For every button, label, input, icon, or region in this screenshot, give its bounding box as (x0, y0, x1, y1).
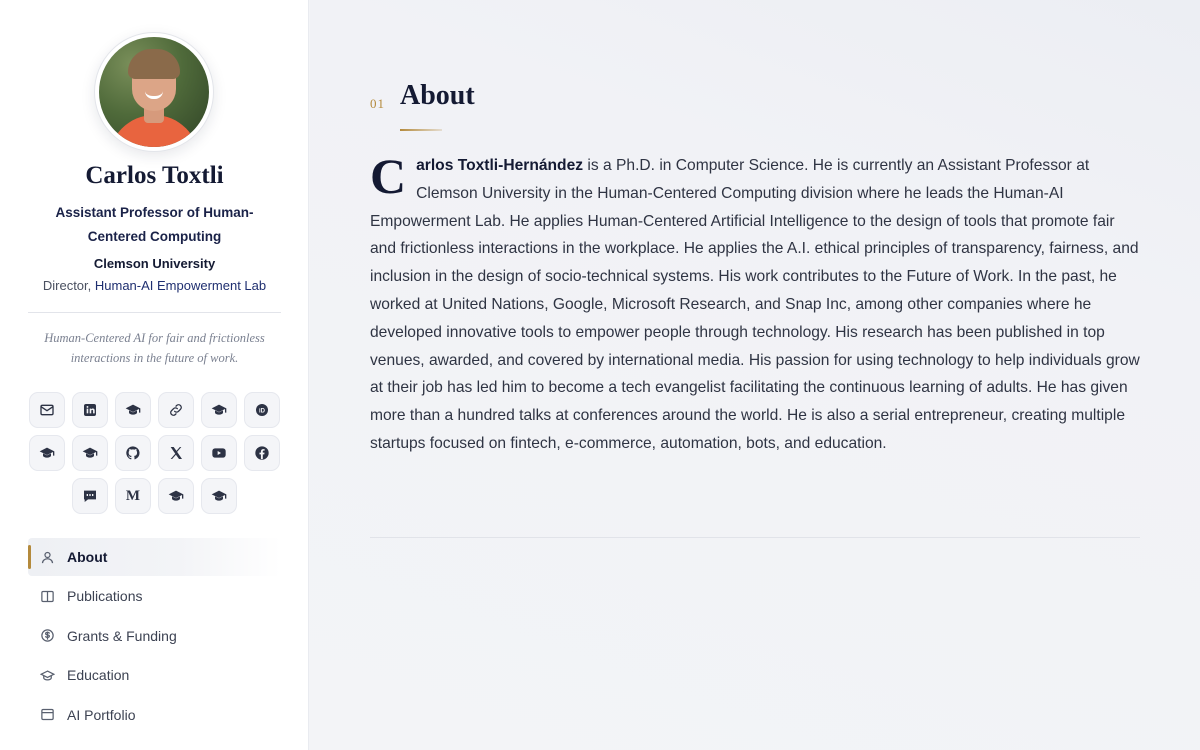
social-links (0, 392, 309, 521)
main-content (310, 0, 1200, 750)
drop-cap: C (370, 148, 407, 204)
section-title: About (400, 80, 475, 111)
sidebar-nav (28, 538, 281, 735)
graduation-cap-icon[interactable] (201, 478, 237, 514)
svg-text:iD: iD (259, 408, 265, 415)
nav-item-ai-portfolio[interactable] (28, 696, 281, 734)
nav-label: Publications (67, 588, 143, 605)
about-paragraph (370, 148, 1140, 458)
nav-item-education[interactable] (28, 656, 281, 694)
about-body: is a Ph.D. in Computer Science. He is currently an Assistant Professor at Clemson University in the Human-Centered Computing division where he leads the Human-AI Empowerment Lab. He applies Human-Centered Artificial Intelligence to the design of tools that promote fair and frictionless interactions in the workplace. He applies the A.I. ethical principles of transparency, fairness, and inclusion in the design of socio-technical systems. His work contributes to the Future of Work. In the past, he worked at United Nations, Google, Microsoft Research, and Snap Inc, among other companies where he developed innovative tools to empower people through technology. His research has been published in top venues, awarded, and covered by international media. His passion for using technology to help individuals grow at their job has led him to become a tech evangelist facilitating the continuous learning of adults. He has given more than a hundred talks at conferences around the world. He is also a serial entrepreneur, creating multiple startups focused on fintech, e-commerce, automation, bots, and education. (370, 157, 1140, 452)
graduation-cap-icon[interactable] (72, 435, 108, 471)
graduation-cap-icon[interactable] (158, 478, 194, 514)
nav-item-publications[interactable] (28, 577, 281, 615)
user-icon (40, 550, 55, 565)
facebook-icon[interactable] (244, 435, 280, 471)
profile-photo (99, 37, 209, 147)
graduation-cap-icon (40, 668, 55, 683)
youtube-icon[interactable] (201, 435, 237, 471)
section-divider (370, 537, 1140, 538)
email-icon[interactable] (29, 392, 65, 428)
about-name: arlos Toxtli-Hernández (416, 157, 584, 174)
x-icon[interactable] (158, 435, 194, 471)
profile-university: Clemson University (93, 256, 216, 271)
title-underline (400, 129, 442, 131)
medium-icon[interactable]: M (115, 478, 151, 514)
nav-item-about[interactable] (28, 538, 281, 576)
graduation-cap-icon[interactable] (115, 392, 151, 428)
profile-name: Carlos Toxtli (85, 162, 224, 189)
director-prefix: Director, (42, 278, 95, 293)
lab-link[interactable]: Human-AI Empowerment Lab (94, 278, 267, 293)
profile-tagline: Human-Centered AI for fair and frictionless interactions in the future of work. (44, 331, 265, 365)
chat-icon[interactable] (72, 478, 108, 514)
researchgate-icon[interactable] (244, 392, 280, 428)
nav-item-grants[interactable] (28, 617, 281, 655)
dollar-icon (40, 628, 55, 643)
graduation-cap-icon[interactable] (29, 435, 65, 471)
nav-label: Grants & Funding (67, 627, 177, 644)
nav-label: About (67, 549, 108, 565)
github-icon[interactable] (115, 435, 151, 471)
avatar (94, 32, 214, 152)
book-icon (40, 589, 55, 604)
profile-director (0, 278, 309, 293)
sidebar (0, 0, 309, 750)
profile-role: Assistant Professor of Human-Centered Computing (55, 205, 254, 244)
section-number: 01 (370, 96, 385, 111)
graduation-cap-icon[interactable] (201, 392, 237, 428)
sidebar-divider (28, 312, 281, 313)
linkedin-icon[interactable] (72, 392, 108, 428)
window-icon (40, 707, 55, 722)
nav-label: AI Portfolio (67, 706, 136, 723)
nav-label: Education (67, 667, 130, 684)
link-icon[interactable] (158, 392, 194, 428)
